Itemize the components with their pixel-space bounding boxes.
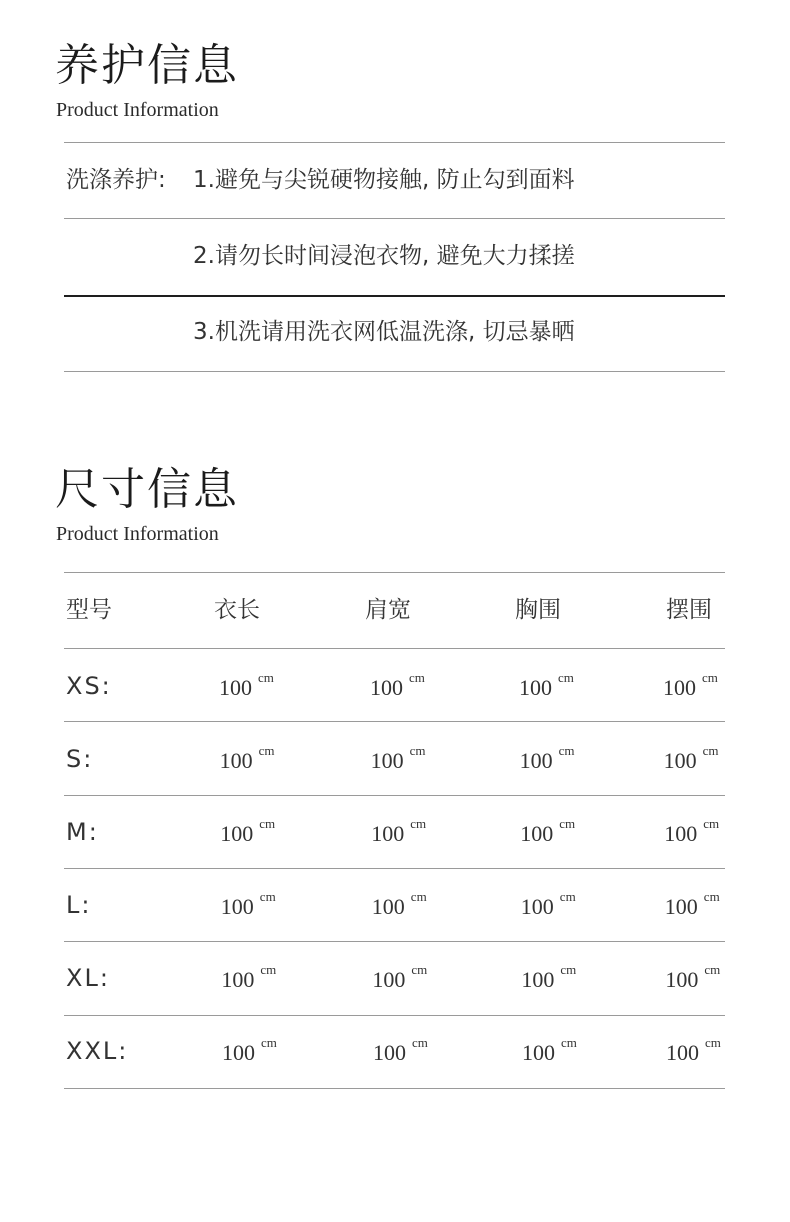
size-cell-shoulder [371,889,427,924]
size-label: M: [66,818,99,846]
size-value: 100 [373,1040,406,1065]
size-cell-hem [665,962,721,997]
size-cell-hem [664,816,720,851]
size-value: 100 [222,1040,255,1065]
care-divider-top [64,142,725,143]
size-cell-shoulder [371,816,427,851]
unit-label: cm [702,670,718,685]
size-value: 100 [519,675,552,700]
size-cell-shoulder [370,670,425,705]
size-table-header-divider [64,648,725,649]
size-cell-shoulder [372,962,428,997]
size-value: 100 [219,748,253,773]
size-cell-chest [520,889,576,924]
size-value: 100 [370,675,403,700]
size-value: 100 [663,748,697,773]
size-cell-length [221,962,277,997]
care-title: 养护信息 [55,40,239,91]
size-cell-shoulder [370,743,426,778]
size-value: 100 [220,821,254,846]
size-label: S: [66,745,94,773]
header-shoulder: 肩宽 [365,597,411,623]
size-value: 100 [370,748,404,773]
size-cell-hem [664,889,720,924]
unit-label: cm [703,816,720,831]
size-value: 100 [221,967,255,992]
care-label: 洗涤养护: [66,167,166,193]
unit-label: cm [558,670,574,685]
care-item-1: 1.避免与尖锐硬物接触, 防止勾到面料 [193,167,575,193]
size-label: XL: [66,964,110,992]
unit-label: cm [412,1035,428,1050]
size-cell-shoulder [373,1035,428,1070]
unit-label: cm [258,670,274,685]
unit-label: cm [705,1035,721,1050]
unit-label: cm [258,743,275,758]
unit-label: cm [703,889,720,904]
unit-label: cm [410,816,427,831]
size-subtitle: Product Information [56,523,219,545]
row-divider [64,721,725,722]
size-label: XS: [66,672,112,700]
care-divider-bottom [64,371,725,372]
size-cell-hem [663,743,719,778]
size-cell-length [220,816,276,851]
care-divider-2 [64,295,725,297]
header-length: 衣长 [214,597,260,623]
unit-label: cm [558,743,575,758]
care-divider-1 [64,218,725,219]
size-title: 尺寸信息 [55,464,239,515]
size-cell-chest [519,743,575,778]
size-cell-length [222,1035,277,1070]
size-value: 100 [371,821,405,846]
unit-label: cm [411,962,428,977]
size-value: 100 [519,748,553,773]
size-value: 100 [220,894,254,919]
size-cell-hem [666,1035,721,1070]
unit-label: cm [559,816,576,831]
care-subtitle: Product Information [56,99,219,121]
unit-label: cm [261,1035,277,1050]
unit-label: cm [259,816,276,831]
size-value: 100 [372,967,406,992]
size-value: 100 [663,675,696,700]
unit-label: cm [260,962,277,977]
row-divider [64,868,725,869]
size-label: XXL: [66,1037,129,1065]
size-cell-length [219,743,275,778]
row-divider [64,1015,725,1016]
header-hem: 摆围 [666,597,712,623]
header-model: 型号 [66,597,112,623]
row-divider [64,941,725,942]
size-value: 100 [219,675,252,700]
size-value: 100 [522,1040,555,1065]
unit-label: cm [704,962,721,977]
size-cell-length [220,889,276,924]
size-value: 100 [665,967,699,992]
unit-label: cm [409,743,426,758]
size-value: 100 [664,821,698,846]
size-value: 100 [371,894,405,919]
size-cell-chest [522,1035,577,1070]
unit-label: cm [559,889,576,904]
unit-label: cm [259,889,276,904]
size-value: 100 [664,894,698,919]
care-item-2: 2.请勿长时间浸泡衣物, 避免大力揉搓 [193,243,575,269]
care-item-3: 3.机洗请用洗衣网低温洗涤, 切忌暴晒 [193,319,575,345]
size-value: 100 [666,1040,699,1065]
size-value: 100 [520,821,554,846]
size-cell-chest [520,816,576,851]
unit-label: cm [409,670,425,685]
size-cell-length [219,670,274,705]
size-cell-hem [663,670,718,705]
unit-label: cm [702,743,719,758]
size-label: L: [66,891,92,919]
size-cell-chest [519,670,574,705]
header-chest: 胸围 [515,597,561,623]
unit-label: cm [560,962,577,977]
unit-label: cm [561,1035,577,1050]
row-divider [64,1088,725,1089]
size-value: 100 [520,894,554,919]
size-cell-chest [521,962,577,997]
size-table-top-border [64,572,725,573]
row-divider [64,795,725,796]
size-value: 100 [521,967,555,992]
unit-label: cm [410,889,427,904]
